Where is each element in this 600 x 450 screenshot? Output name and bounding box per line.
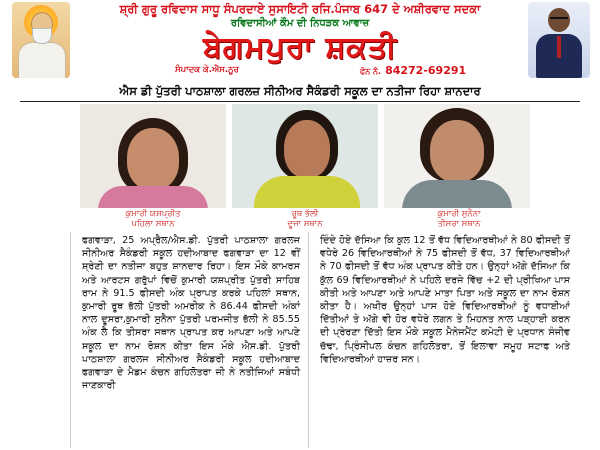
article-column-1 xyxy=(82,234,300,446)
caption-rank: ਤੀਸਰਾ ਸਥਾਨ xyxy=(437,219,481,229)
photo-caption-second xyxy=(230,209,380,229)
caption-rank: ਦੂਜਾ ਸਥਾਨ xyxy=(287,219,323,229)
photo-caption-first xyxy=(78,209,228,229)
column-rule-left xyxy=(70,232,71,448)
masthead xyxy=(0,0,600,82)
student-photo-third xyxy=(384,104,530,208)
robe-shape xyxy=(18,42,66,78)
caption-rank: ਪਹਿਲਾ ਸਥਾਨ xyxy=(131,219,175,229)
beard-shape xyxy=(32,28,52,44)
blessing-line: ਸ਼੍ਰੀ ਗੁਰੂ ਰਵਿਦਾਸ ਸਾਧੂ ਸੰਪਰਦਾਏ ਸੁਸਾਇਟੀ ਰਜਿ.ਪੰਜਾਬ 647 ਦੇ ਅਸ਼ੀਰਵਾਦ ਸਦਕਾ xyxy=(119,2,481,16)
student-photo-first xyxy=(80,104,226,208)
student-photo-second xyxy=(232,104,378,208)
caption-name: ਕੁਮਾਰੀ ਯਸ਼ਪ੍ਰੀਤ xyxy=(125,209,181,219)
article-text: ਦਿੰਦੇ ਹੋਏ ਦੱਸਿਆ ਕਿ ਕੁਲ 12 ਤੋਂ ਵੱਧ ਵਿਦਿਆਰਥੀਆਂ ਨੇ 80 ਫੀਸਦੀ ਤੋਂ ਵਧੇਰੇ 26 ਵਿਦਿਆਰਥੀਆਂ ਨੇ 75 ਫੀਸਦੀ ਤੋਂ ਵੱਧ, 37 ਵਿਦਿਆਰਥੀਆਂ ਨੇ 70 ਫੀਸਦੀ ਤੋਂ ਵੱਧ ਅੰਕ ਪ੍ਰਾਪਤ ਕੀਤੇ ਹਨ। ਉਨ੍ਹਾਂ ਅੱਗੇ ਦੱਸਿਆ ਕਿ ਕੁੱਲ 69 ਵਿਦਿਆਰਥੀਆਂ ਨੇ ਪਹਿਲੇ ਦਰਜੇ ਵਿੱਚ +2 ਦੀ ਪ੍ਰੀਖਿਆ ਪਾਸ ਕੀਤੀ ਅਤੇ ਆਪਣਾ ਅਤੇ ਆਪਣੇ ਮਾਤਾ ਪਿਤਾ ਅਤੇ ਸਕੂਲ ਦਾ ਨਾਮ ਰੋਸ਼ਨ ਕੀਤਾ ਹੈ। ਅਖੀਰ ਉਨ੍ਹਾਂ ਪਾਸ ਹੋਏ ਵਿਦਿਆਰਥੀਆਂ ਨੂੰ ਵਧਾਈਆਂ ਦਿੱਤੀਆਂ ਤੇ ਅੱਗੇ ਵੀ ਹੋਰ ਵਧੇਰੇ ਲਗਨ ਤੇ ਮਿਹਨਤ ਨਾਲ ਪੜ੍ਹਾਈ ਕਰਨ ਦੀ ਪ੍ਰੇਰਣਾ ਦਿੱਤੀ ਇਸ ਮੌਕੇ ਸਕੂਲ ਮੈਨੇਜਮੈਂਟ ਕਮੇਟੀ ਦੇ ਪ੍ਰਧਾਨ ਸੰਜੀਵ ਚੱਢਾ, ਪ੍ਰਿੰਸੀਪਲ ਕੰਚਨ ਗਹਿਲੋਤਰਾ, ਤੋਂ ਇਲਾਵਾ ਸਮੂਹ ਸਟਾਫ ਅਤੇ ਵਿਦਿਆਰਥੀਆਂ ਹਾਜ਼ਰ ਸਨ। xyxy=(320,235,570,365)
glasses-shape xyxy=(550,17,568,23)
phone-number: 84272-69291 xyxy=(385,64,467,77)
guru-ravidas-portrait xyxy=(12,2,70,78)
article-headline: ਐਸ ਡੀ ਪੁੱਤਰੀ ਪਾਠਸ਼ਾਲਾ ਗਰਲਜ਼ ਸੀਨੀਅਰ ਸੈਕੰਡਰੀ ਸਕੂਲ ਦਾ ਨਤੀਜਾ ਰਿਹਾ ਸ਼ਾਨਦਾਰ xyxy=(20,84,580,102)
caption-name: ਰੂਥ ਭੱਲੀ xyxy=(291,209,319,219)
article-column-2 xyxy=(320,234,570,446)
column-rule-middle xyxy=(308,232,309,448)
tagline: ਰਵਿਦਾਸੀਆਂ ਕੌਮ ਦੀ ਨਿਧੜਕ ਆਵਾਜ਼ xyxy=(230,18,370,29)
phone-line xyxy=(360,64,466,77)
caption-name: ਕੁਮਾਰੀ ਸੁਨੈਨਾ xyxy=(437,209,481,219)
editor-credit: ਸੰਪਾਦਕ ਕੇ.ਐਸ.ਨੂਰ xyxy=(175,65,239,75)
article-text: ਫਗਵਾੜਾ, 25 ਅਪ੍ਰੈਲ/ਐਸ.ਡੀ. ਪੁੱਤਰੀ ਪਾਠਸ਼ਾਲਾ ਗਰਲਜ ਸੀਨੀਅਰ ਸੈਕੰਡਰੀ ਸਕੂਲ ਹਦੀਆਬਾਦ ਫਗਵਾੜਾ ਦਾ 12 ਵੀਂ ਸ਼੍ਰੇਣੀ ਦਾ ਨਤੀਜਾ ਬਹੁਤ ਸ਼ਾਨਦਾਰ ਰਿਹਾ। ਇਸ ਮੌਕੇ ਕਾਮਰਸ ਅਤੇ ਆਰਟਸ ਗਰੁੱਪਾਂ ਵਿਚੋਂ ਕੁਮਾਰੀ ਯਸ਼ਪ੍ਰੀਤ ਪੁੱਤਰੀ ਸਾਹਿਬ ਰਾਮ ਨੇ 91.5 ਫੀਸਦੀ ਅੰਕ ਪ੍ਰਾਪਤ ਕਰਕੇ ਪਹਿਲਾਂ ਸਥਾਨ, ਕੁਮਾਰੀ ਰੂਥ ਭੱਲੀ ਪੁੱਤਰੀ ਅਮਰੀਕ ਨੇ 86.44 ਫੀਸਦੀ ਅੰਕਾਂ ਨਾਲ ਦੂਸਰਾ,ਕੁਮਾਰੀ ਸੁਨੈਨਾ ਪੁੱਤਰੀ ਪਰਮਜੀਤ ਭੱਲੀ ਨੇ 85.55 ਅੰਕ ਲੈ ਕਿ ਤੀਸਰਾ ਸਥਾਨ ਪ੍ਰਾਪਤ ਕਰ ਆਪਣਾ ਅਤੇ ਆਪਣੇ ਸਕੂਲ ਦਾ ਨਾਮ ਰੋਸ਼ਨ ਕੀਤਾ ਇਸ ਮੌਕੇ ਐਸ.ਡੀ. ਪੁੱਤਰੀ ਪਾਠਸ਼ਾਲਾ ਗਰਲਜ ਸੀਨੀਅਰ ਸੈਕੰਡਰੀ ਸਕੂਲ ਹਦੀਆਬਾਦ ਫਗਵਾੜਾ ਦੇ ਮੈਡਮ ਕੰਚਨ ਗਹਿਲੋਤਰਾ ਜੀ ਨੇ ਨਤੀਜਿਆਂ ਸਬੰਧੀ ਜਾਣਕਾਰੀ xyxy=(82,235,300,392)
photo-caption-third xyxy=(384,209,534,229)
ambedkar-portrait xyxy=(528,2,590,78)
newspaper-name: ਬੇਗਮਪੁਰਾ ਸ਼ਕਤੀ xyxy=(203,30,397,65)
phone-prefix: ਫੋਨ ਨੰ. xyxy=(360,67,382,76)
tie-shape xyxy=(557,36,561,58)
